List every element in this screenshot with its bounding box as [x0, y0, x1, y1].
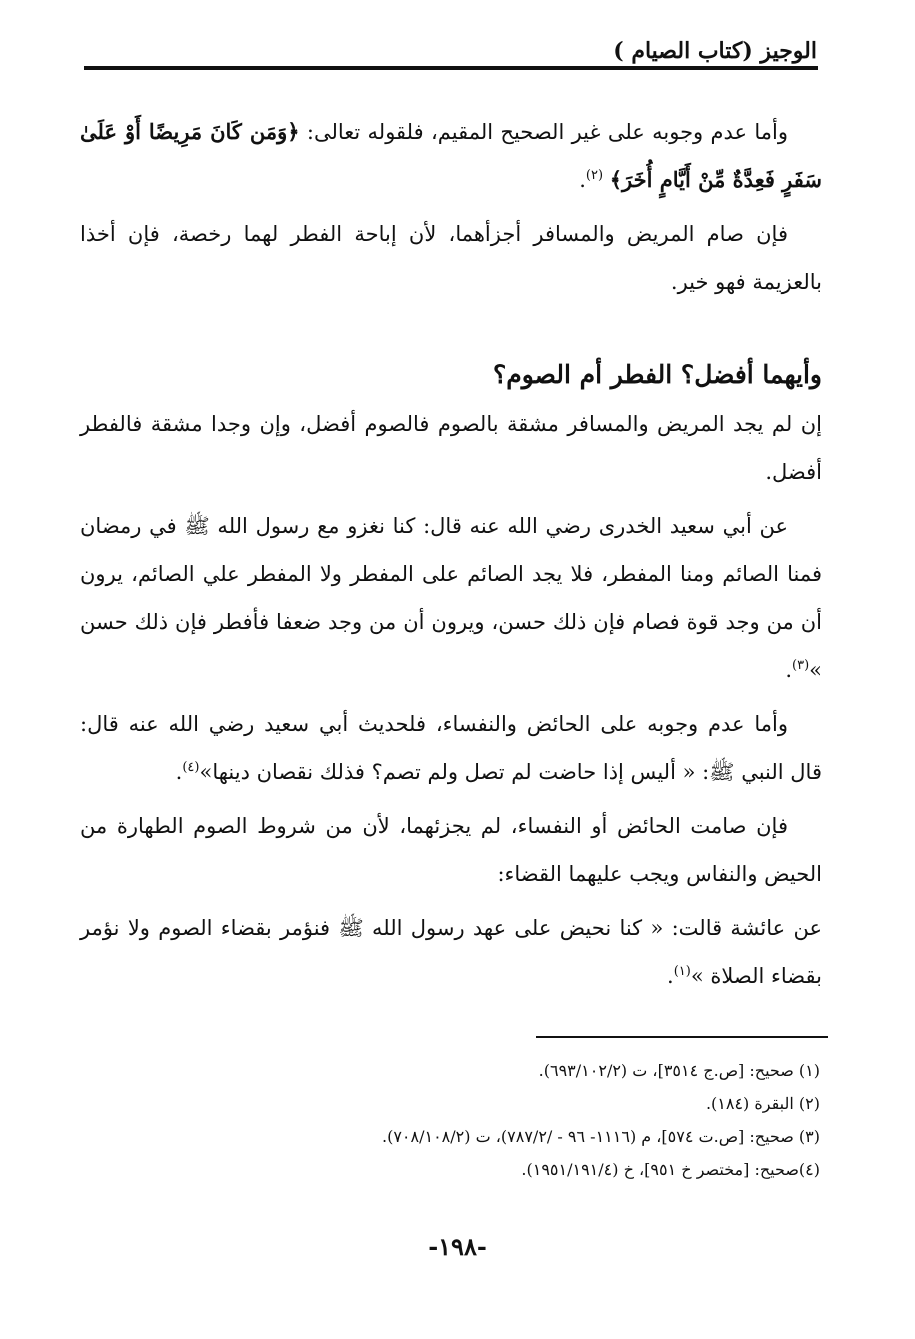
footnote-ref-3: (٣) [792, 658, 810, 673]
footnote-ref-2: (٢) [585, 168, 604, 183]
paragraph-4 [80, 502, 822, 694]
footnote-1: (١) صحيح: [ص.ج ٣٥١٤]، ت (٦٩٣/١٠٢/٢). [538, 1061, 820, 1080]
paragraph-6: فإن صامت الحائض أو النفساء، لم يجزئهما، لأن من شروط الصوم الطهارة من الحيض والنفاس ويجب عليهما القضاء: [80, 814, 822, 886]
header-rule [84, 66, 818, 70]
quran-verse: ﴿وَمَن كَانَ مَرِيضًا أَوْ عَلَىٰ سَفَرٍ فَعِدَّةٌ مِّنْ أَيَّامٍ أُخَرَ﴾ [80, 119, 822, 192]
footnote-ref-1: (١) [673, 964, 691, 979]
footnote-3: (٣) صحيح: [ص.ت ٥٧٤]، م (١١١٦- ٩٦ - /٧٨٧/٢)، ت (٧٠٨/١٠٨/٢). [381, 1127, 820, 1146]
footnote-ref-4: (٤) [182, 760, 200, 775]
footnote-2: (٢) البقرة (١٨٤). [705, 1094, 820, 1113]
footnote-4: (٤)صحيح: [مختصر خ ٩٥١]، خ (١٩٥١/١٩١/٤). [521, 1160, 820, 1179]
paragraph-3: إن لم يجد المريض والمسافر مشقة بالصوم فالصوم أفضل، وإن وجدا مشقة فالفطر أفضل. [80, 412, 822, 484]
paragraph-5-text: وأما عدم وجوبه على الحائض والنفساء، فلحديث أبي سعيد رضي الله عنه قال: قال النبي ﷺ: « أليس إذا حاضت لم تصل ولم تصم؟ فذلك نقصان دينها» [80, 712, 822, 784]
section-heading: وأيهما أفضل؟ الفطر أم الصوم؟ [492, 360, 822, 389]
running-head-title: الوجيز (كتاب الصيام ) [613, 38, 817, 64]
paragraph-1-end: . [579, 168, 586, 192]
footnote-rule [536, 1036, 828, 1038]
paragraph-1 [80, 108, 822, 204]
paragraph-7-text: عن عائشة قالت: « كنا نحيض على عهد رسول الله ﷺ فنؤمر بقضاء الصوم ولا نؤمر بقضاء الصلاة » [80, 916, 822, 988]
paragraph-7-end: . [667, 964, 674, 988]
paragraph-5 [80, 700, 822, 796]
paragraph-4-text: عن أبي سعيد الخدرى رضي الله عنه قال: كنا نغزو مع رسول الله ﷺ في رمضان فمنا الصائم ومنا المفطر، فلا يجد الصائم على المفطر ولا المفطر علي الصائم، يرون أن من وجد قوة فصام فإن ذلك حسن، ويرون أن من وجد ضعفا فأفطر فإن ذلك حسن » [80, 514, 822, 682]
paragraph-4-end: . [785, 658, 792, 682]
page-number: -١٩٨- [428, 1232, 487, 1261]
footnotes [120, 1054, 820, 1186]
paragraph-7 [80, 904, 822, 1000]
paragraph-2: فإن صام المريض والمسافر أجزأهما، لأن إباحة الفطر لهما رخصة، فإن أخذا بالعزيمة فهو خير. [80, 222, 822, 294]
paragraph-5-end: . [175, 760, 183, 784]
paragraph-1-text: وأما عدم وجوبه على غير الصحيح المقيم، فلقوله تعالى: [299, 120, 788, 144]
body-text [80, 108, 822, 1006]
